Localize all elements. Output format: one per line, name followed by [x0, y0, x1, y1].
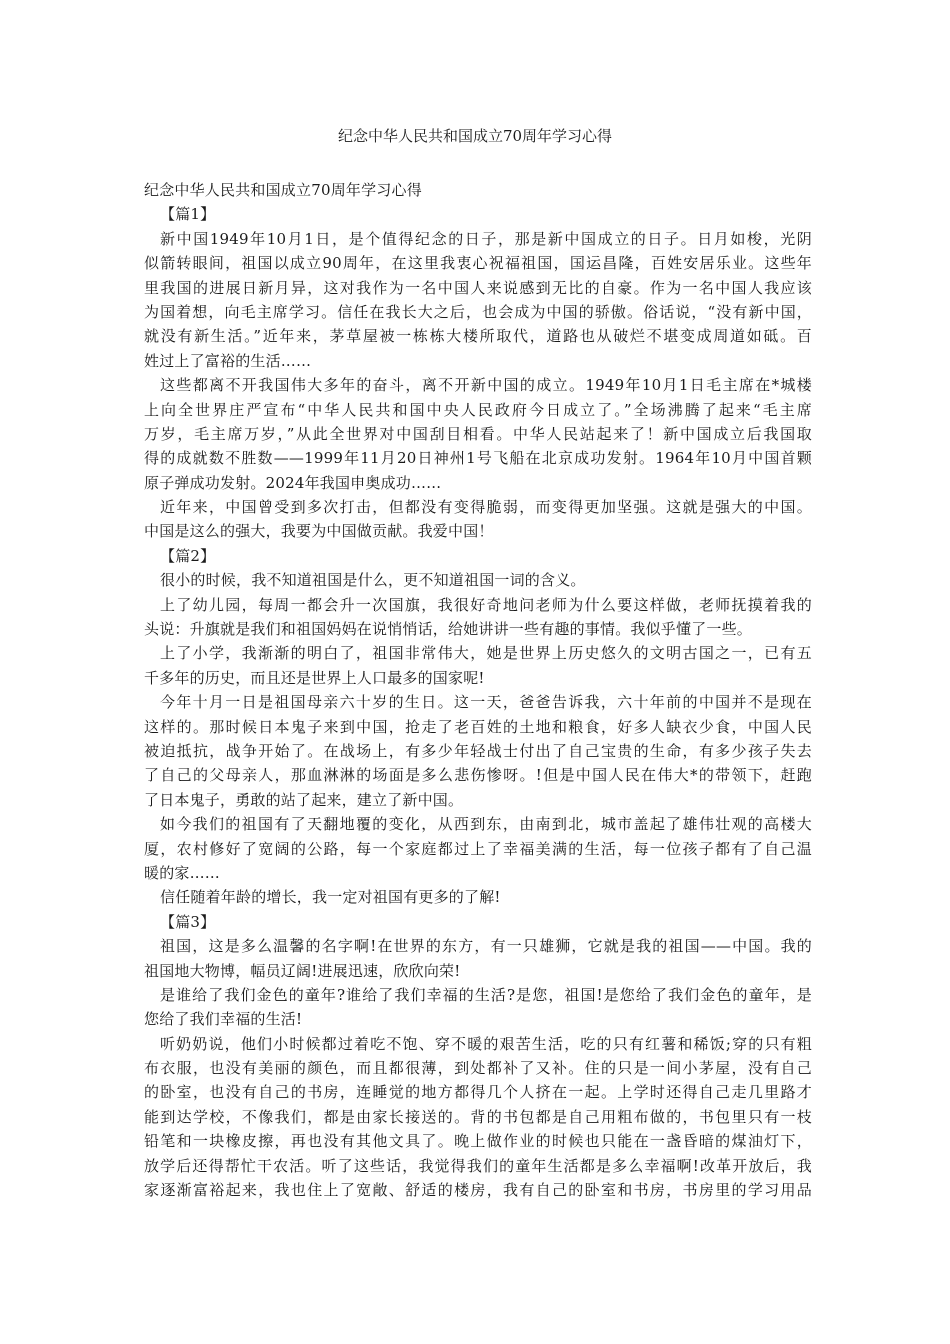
text-line: 的卧室，也没有自己的书房，连睡觉的地方都得几个人挤在一起。上学时还得自己走几里路才	[144, 1083, 812, 1102]
text-line: 是谁给了我们金色的童年?谁给了我们幸福的生活?是您，祖国!是您给了我们金色的童年，是	[160, 985, 812, 1004]
text-line: 被迫抵抗，战争开始了。在战场上，有多少年轻战士付出了自己宝贵的生命，有多少孩子失去	[144, 741, 812, 760]
text-line: 【篇3】	[160, 912, 216, 931]
text-line: 您给了我们幸福的生活!	[144, 1010, 303, 1029]
text-line: 祖国地大物博，幅员辽阔!进展迅速，欣欣向荣!	[144, 961, 461, 980]
text-line: 上了小学，我渐渐的明白了，祖国非常伟大，她是世界上历史悠久的文明古国之一，已有五	[160, 644, 812, 663]
text-line: 听奶奶说，他们小时候都过着吃不饱、穿不暖的艰苦生活，吃的只有红薯和稀饭;穿的只有粗	[160, 1034, 812, 1053]
text-line: 了日本鬼子，勇敢的站了起来，建立了新中国。	[144, 790, 464, 809]
text-line: 如今我们的祖国有了天翻地覆的变化，从西到东，由南到北，城市盖起了雄伟壮观的高楼大	[160, 815, 812, 834]
text-line: 这些都离不开我国伟大多年的奋斗，离不开新中国的成立。1949年10月1日毛主席在*城楼	[160, 376, 812, 395]
text-line: 祖国，这是多么温馨的名字啊!在世界的东方，有一只雄狮，它就是我的祖国——中国。我的	[160, 937, 812, 956]
text-line: 了自己的父母亲人，那血淋淋的场面是多么悲伤惨呀。!但是中国人民在伟大*的带领下，赶跑	[144, 766, 812, 785]
text-line: 姓过上了富裕的生活……	[144, 351, 312, 370]
text-line: 上向全世界庄严宣布“中华人民共和国中央人民政府今日成立了。”全场沸腾了起来“毛主席	[144, 400, 812, 419]
document-body	[144, 178, 812, 1202]
text-line: 为国着想，向毛主席学习。信任在我长大之后，也会成为中国的骄傲。俗话说，“没有新中国，	[144, 302, 812, 321]
text-line: 今年十月一日是祖国母亲六十岁的生日。这一天，爸爸告诉我，六十年前的中国并不是现在	[160, 693, 812, 712]
text-line: 新中国1949年10月1日，是个值得纪念的日子，那是新中国成立的日子。日月如梭，光阴	[160, 229, 812, 248]
text-line: 【篇2】	[160, 546, 216, 565]
text-line: 里我国的进展日新月异，这对我作为一名中国人来说感到无比的自豪。作为一名中国人我应该	[144, 278, 812, 297]
text-line: 就没有新生活。”近年来，茅草屋被一栋栋大楼所取代，道路也从破烂不堪变成周道如砥。百	[144, 327, 812, 346]
text-line: 纪念中华人民共和国成立70周年学习心得	[144, 181, 422, 199]
text-line: 放学后还得帮忙干农活。听了这些话，我觉得我们的童年生活都是多么幸福啊!改革开放后，我	[144, 1156, 812, 1175]
text-line: 暖的家……	[144, 863, 221, 882]
text-line: 千多年的历史，而且还是世界上人口最多的国家呢!	[144, 668, 485, 687]
text-line: 近年来，中国曾受到多次打击，但都没有变得脆弱，而变得更加坚强。这就是强大的中国。	[160, 498, 812, 517]
page-title: 纪念中华人民共和国成立70周年学习心得	[337, 127, 613, 145]
text-line: 原子弹成功发射。2024年我国申奥成功……	[144, 473, 442, 492]
text-line: 能到达学校，不像我们，都是由家长接送的。背的书包都是自己用粗布做的，书包里只有一枝	[144, 1107, 812, 1126]
text-line: 【篇1】	[160, 205, 216, 224]
text-line: 厦，农村修好了宽阔的公路，每一个家庭都过上了幸福美满的生活，每一位孩子都有了自己温	[144, 839, 812, 858]
text-line: 上了幼儿园，每周一都会升一次国旗，我很好奇地问老师为什么要这样做，老师抚摸着我的	[160, 595, 812, 614]
text-line: 得的成就数不胜数——1999年11月20日神州1号飞船在北京成功发射。1964年10月中国首颗	[144, 449, 812, 468]
text-line: 布衣服，也没有美丽的颜色，而且都很薄，到处都补了又补。住的只是一间小茅屋，没有自己	[144, 1059, 812, 1078]
text-line: 很小的时候，我不知道祖国是什么，更不知道祖国一词的含义。	[160, 571, 586, 590]
text-line: 信任随着年龄的增长，我一定对祖国有更多的了解!	[160, 888, 501, 907]
text-line: 家逐渐富裕起来，我也住上了宽敞、舒适的楼房，我有自己的卧室和书房，书房里的学习用品	[144, 1181, 812, 1200]
text-line: 中国是这么的强大，我要为中国做贡献。我爱中国！	[144, 522, 494, 541]
text-line: 万岁，毛主席万岁，”从此全世界对中国刮目相看。中华人民站起来了！新中国成立后我国取	[144, 424, 812, 443]
text-line: 头说：升旗就是我们和祖国妈妈在说悄悄话，给她讲讲一些有趣的事情。我似乎懂了一些。	[144, 620, 753, 639]
text-line: 似箭转眼间，祖国以成立90周年，在这里我衷心祝福祖国，国运昌隆，百姓安居乐业。这些年	[144, 254, 812, 273]
text-line: 这样的。那时候日本鬼子来到中国，抢走了老百姓的土地和粮食，好多人缺衣少食，中国人民	[144, 717, 812, 736]
text-line: 铅笔和一块橡皮擦，再也没有其他文具了。晚上做作业的时候也只能在一盏昏暗的煤油灯下，	[144, 1132, 812, 1151]
